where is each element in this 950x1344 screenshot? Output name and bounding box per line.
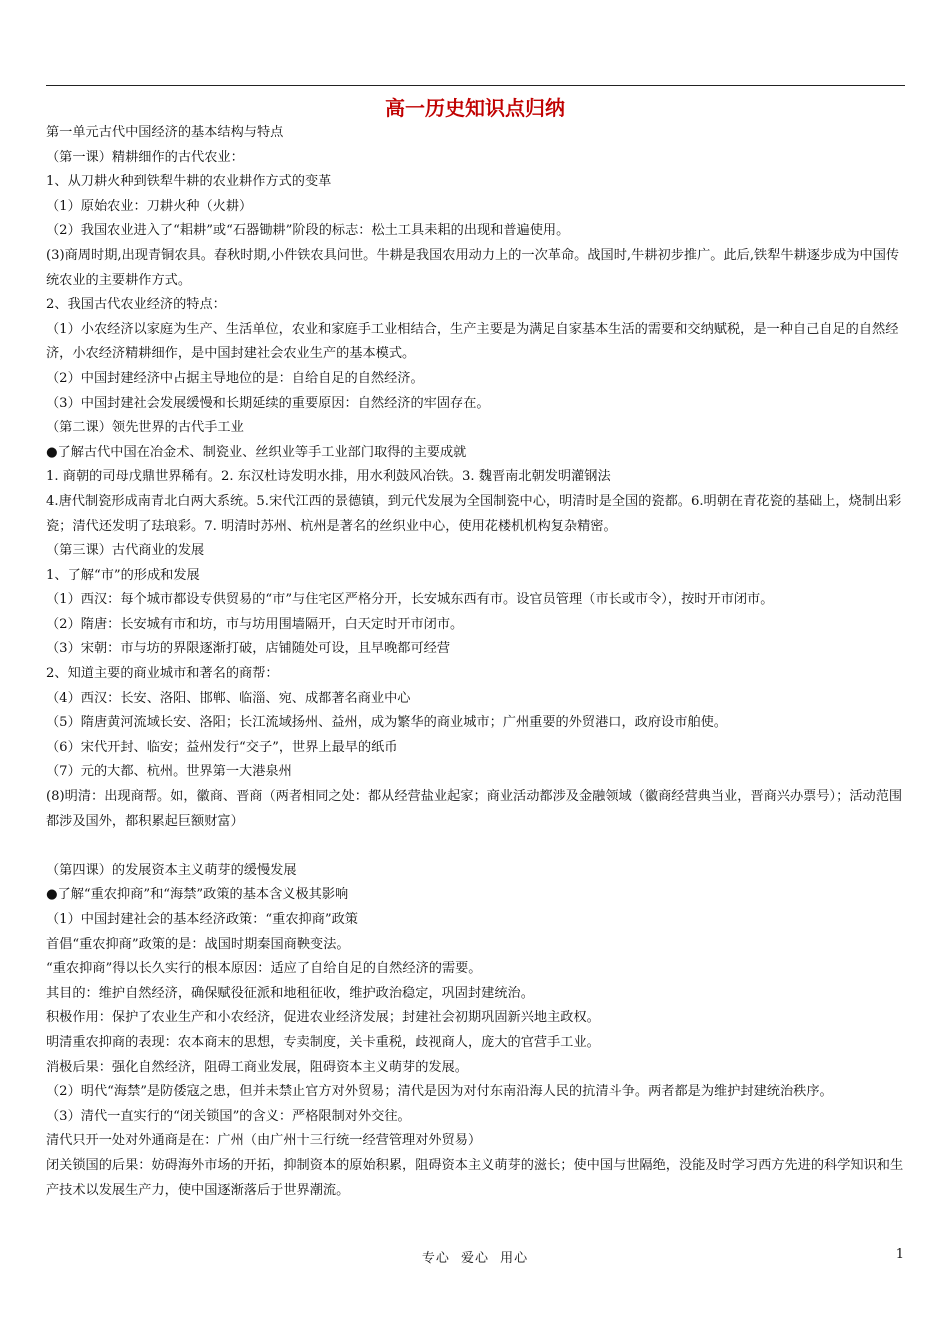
text-line: （第一课）精耕细作的古代农业： bbox=[46, 149, 244, 165]
text-line: 1、从刀耕火种到铁犁牛耕的农业耕作方式的变革 bbox=[46, 174, 332, 190]
text-line: 4.唐代制瓷形成南青北白两大系统。5.宋代江西的景德镇，到元代发展为全国制瓷中心，明清时是全国的瓷都。6.明朝在青花瓷的基础上，烧制出彩瓷；清代还发明了珐琅彩。7. 明清时苏州、杭州是著名的丝织业中心，使用花楼机机构复杂精密。 bbox=[46, 493, 902, 534]
text-line: 积极作用：保护了农业生产和小农经济，促进农业经济发展；封建社会初期巩固新兴地主政权。 bbox=[46, 1010, 600, 1026]
text-line: （4）西汉：长安、洛阳、邯郸、临淄、宛、成都著名商业中心 bbox=[46, 690, 411, 706]
document-body bbox=[46, 121, 908, 1203]
text-line: （7）元的大都、杭州。世界第一大港泉州 bbox=[46, 764, 292, 780]
text-line: 首倡“重农抑商”政策的是：战国时期秦国商鞅变法。 bbox=[46, 936, 350, 952]
text-line: 消极后果：强化自然经济，阻碍工商业发展，阻碍资本主义萌芽的发展。 bbox=[46, 1059, 468, 1075]
text-line: (3)商周时期,出现青铜农具。春秋时期,小件铁农具问世。牛耕是我国农用动力上的一次革命。战国时,牛耕初步推广。此后,铁犁牛耕逐步成为中国传统农业的主要耕作方式。 bbox=[46, 247, 900, 288]
text-line: （第四课）的发展资本主义萌芽的缓慢发展 bbox=[46, 862, 297, 878]
header-rule bbox=[46, 85, 905, 86]
text-line: 清代只开一处对外通商是在：广州（由广州十三行统一经营管理对外贸易） bbox=[46, 1133, 482, 1149]
text-line: （3）宋朝：市与坊的界限逐渐打破，店铺随处可设，且早晚都可经营 bbox=[46, 641, 451, 657]
page-number: 1 bbox=[895, 1247, 904, 1262]
text-line: 闭关锁国的后果：妨碍海外市场的开拓，抑制资本的原始积累，阻碍资本主义萌芽的滋长；使中国与世隔绝，没能及时学习西方先进的科学知识和生产技术以发展生产力，使中国逐渐落后于世界潮流。 bbox=[46, 1157, 904, 1198]
text-line: （2）明代“海禁”是防倭寇之患，但并未禁止官方对外贸易；清代是因为对付东南沿海人民的抗清斗争。两者都是为维护封建统治秩序。 bbox=[46, 1084, 833, 1100]
text-line: 第一单元古代中国经济的基本结构与特点 bbox=[46, 125, 284, 140]
document-title: 高一历史知识点归纳 bbox=[385, 96, 565, 120]
text-line: （1）原始农业：刀耕火种（火耕） bbox=[46, 198, 253, 214]
text-line: 1. 商朝的司母戊鼎世界稀有。2. 东汉杜诗发明水排，用水利鼓风冶铁。3. 魏晋南北朝发明灌钢法 bbox=[46, 469, 611, 485]
text-line: (8)明清：出现商帮。如，徽商、晋商（两者相同之处：都从经营盐业起家；商业活动都涉及金融领域（徽商经营典当业，晋商兴办票号）；活动范围都涉及国外，都积累起巨额财富） bbox=[46, 789, 903, 829]
text-line: 其目的：维护自然经济，确保赋役征派和地租征收，维护政治稳定，巩固封建统治。 bbox=[46, 985, 534, 1001]
text-line: “重农抑商”得以长久实行的根本原因：适应了自给自足的自然经济的需要。 bbox=[46, 961, 482, 977]
text-line: （2）我国农业进入了“耜耕”或“石器锄耕”阶段的标志：松土工具耒耜的出现和普遍使用。 bbox=[46, 223, 570, 239]
text-line: ●了解“重农抑商”和“海禁”政策的基本含义极其影响 bbox=[46, 887, 349, 903]
text-line: （3）清代一直实行的“闭关锁国”的含义：严格限制对外交往。 bbox=[46, 1108, 411, 1124]
text-line: （6）宋代开封、临安；益州发行“交子”，世界上最早的纸币 bbox=[46, 739, 398, 755]
text-line: 2、知道主要的商业城市和著名的商帮： bbox=[46, 666, 279, 682]
text-line: （1）西汉：每个城市都设专供贸易的“市”与住宅区严格分开，长安城东西有市。设官员管理（市长或市令），按时开市闭市。 bbox=[46, 592, 774, 608]
text-line: 2、我国古代农业经济的特点： bbox=[46, 297, 226, 313]
blank-line bbox=[46, 834, 908, 859]
text-line: 1、了解“市”的形成和发展 bbox=[46, 567, 200, 583]
text-line: ●了解古代中国在冶金术、制瓷业、丝织业等手工业部门取得的主要成就 bbox=[46, 444, 467, 460]
text-line: （1）中国封建社会的基本经济政策：“重农抑商”政策 bbox=[46, 912, 358, 927]
text-line: （3）中国封建社会发展缓慢和长期延续的重要原因：自然经济的牢固存在。 bbox=[46, 395, 490, 411]
text-line: （2）中国封建经济中占据主导地位的是：自给自足的自然经济。 bbox=[46, 370, 424, 386]
text-line: （1）小农经济以家庭为生产、生活单位，农业和家庭手工业相结合，生产主要是为满足自家基本生活的需要和交纳赋税，是一种自己自足的自然经济，小农经济精耕细作，是中国封建社会农业生产的基本模式。 bbox=[46, 321, 899, 362]
text-line: （2）隋唐：长安城有市和坊，市与坊用围墙隔开，白天定时开市闭市。 bbox=[46, 616, 464, 632]
text-line: （第三课）古代商业的发展 bbox=[46, 543, 205, 559]
text-line: 明清重农抑商的表现：农本商末的思想，专卖制度，关卡重税，歧视商人，庞大的官营手工业。 bbox=[46, 1034, 600, 1050]
text-line: （5）隋唐黄河流域长安、洛阳；长江流域扬州、益州，成为繁华的商业城市；广州重要的外贸港口，政府设市舶使。 bbox=[46, 715, 727, 731]
text-line: （第二课）领先世界的古代手工业 bbox=[46, 420, 244, 436]
footer-motto: 专心 爱心 用心 bbox=[421, 1251, 529, 1266]
